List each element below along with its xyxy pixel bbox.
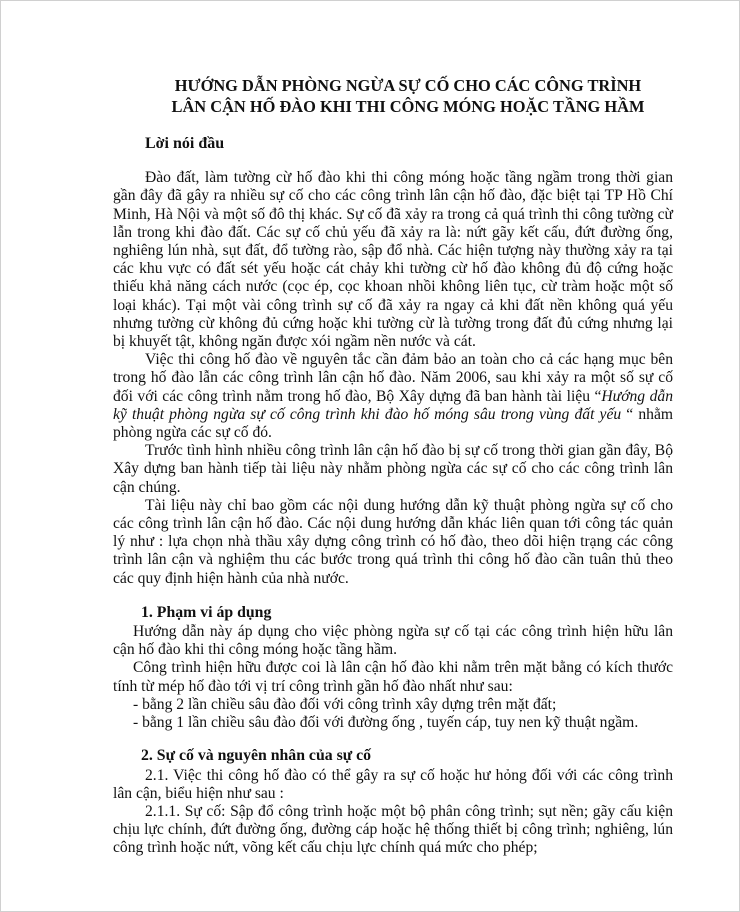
section-1-bullet-2: - bằng 1 lần chiều sâu đào đối với đường ống , tuyến cáp, tuy nen kỹ thuật ngầm. — [133, 714, 639, 732]
preface-p2-end: “ nhằm phòng ngừa các sự cố đó. — [113, 405, 673, 442]
preface-paragraph-4: Tài liệu này chỉ bao gồm các nội dung hướng dẫn kỹ thuật phòng ngừa sự cố cho các công trình lân cận hố đào. Các nội dung hướng dẫn khác liên quan tới công tác quản lý như : lựa chọn nhà thầu xây dựng công trình có hố đào, theo dõi hiện trạng các công trình lân cận và nghiệm thu các bước trong quá trình thi công hố đào cần tuân thủ theo các quy định hiện hành của nhà nước. — [113, 496, 673, 587]
preface-paragraph-3: Trước tình hình nhiều công trình lân cận hố đào bị sự cố trong thời gian gần đây, Bộ Xây dựng ban hành tiếp tài liệu này nhằm phòng ngừa các sự cố cho các công trình lân cận chúng. — [113, 442, 673, 496]
preface-heading: Lời nói đầu — [145, 135, 225, 152]
preface-p2-start: Việc thi công hố đào về nguyên tắc cần đảm bảo an toàn cho cả các hạng mục bên trong hố đào lẫn các công trình lân cận hố đào. Năm 2006, sau khi xảy ra một số sự cố đối với các công trình nằm trong hố đào, Bộ Xây dựng đã ban hành tài liệu “ — [113, 351, 673, 405]
document-title — [113, 75, 673, 117]
preface-p2-italic: Hướng dẫn kỹ thuật phòng ngừa sự cố công trình khi đào hố móng sâu trong vùng đất yếu — [113, 387, 673, 423]
section-1-heading: 1. Phạm vi áp dụng — [141, 603, 272, 621]
section-1-bullet-1: - bằng 2 lần chiều sâu đào đối với công trình xây dựng trên mặt đất; — [133, 695, 557, 713]
section-1-paragraph-2: Công trình hiện hữu được coi là lân cận hố đào khi nằm trên mặt bằng có kích thước tính từ mép hố đào tới vị trí công trình gần hố đào nhất như sau: — [113, 659, 673, 695]
section-1-paragraph-1: Hướng dẫn này áp dụng cho việc phòng ngừa sự cố tại các công trình hiện hữu lân cận hố đào khi thi công móng hoặc tầng hầm. — [113, 623, 673, 659]
preface-paragraph-1: Đào đất, làm tường cừ hố đào khi thi công móng hoặc tầng ngầm trong thời gian gần đây đã gây ra nhiều sự cố cho các công trình lân cận hố đào, đặc biệt tại TP Hồ Chí Minh, Hà Nội và một số đô thị khác. Sự cố đã xảy ra trong cả quá trình thi công tường cừ lẫn trong khi đào đất. Các sự cố chủ yếu đã xảy ra là: nứt gãy kết cấu, đứt đường ống, nghiêng lún nhà, sụt đất, đổ tường rào, sập đổ nhà. Các hiện tượng này thường xảy ra tại các khu vực có đất sét yếu hoặc cát chảy khi tường cừ hố đào không đủ độ cứng hoặc thiếu khả năng cách nước (cọc ép, cọc khoan nhồi không liên tục, cừ tràm hoặc một số loại khác). Tại một vài công trình sự cố đã xảy ra ngay cả khi đất nền không quá yếu nhưng tường cừ không đủ cứng hoặc khi tường cừ là tường trong đất đủ cứng nhưng lại bị khuyết tật, không ngăn được xói ngầm nền nước và cát. — [113, 169, 673, 351]
section-2-heading: 2. Sự cố và nguyên nhân của sự cố — [141, 747, 372, 765]
preface-paragraph-2 — [113, 351, 673, 442]
title-line-2: LÂN CẬN HỐ ĐÀO KHI THI CÔNG MÓNG HOẶC TẦNG HẦM — [171, 97, 645, 116]
section-2-paragraph-1: 2.1. Việc thi công hố đào có thể gây ra sự cố hoặc hư hỏng đối với các công trình lân cận, biểu hiện như sau : — [113, 766, 673, 802]
title-line-1: HƯỚNG DẪN PHÒNG NGỪA SỰ CỐ CHO CÁC CÔNG TRÌNH — [174, 76, 642, 95]
section-2-paragraph-2: 2.1.1. Sự cố: Sập đổ công trình hoặc một bộ phân công trình; sụt nền; gãy cấu kiện chịu lực chính, đứt đường ống, đường cáp hoặc hệ thống thiết bị công trình; nghiêng, lún công trình hoặc nứt, võng kết cấu chịu lực chính quá mức cho phép; — [113, 802, 673, 857]
document-content — [113, 75, 673, 858]
